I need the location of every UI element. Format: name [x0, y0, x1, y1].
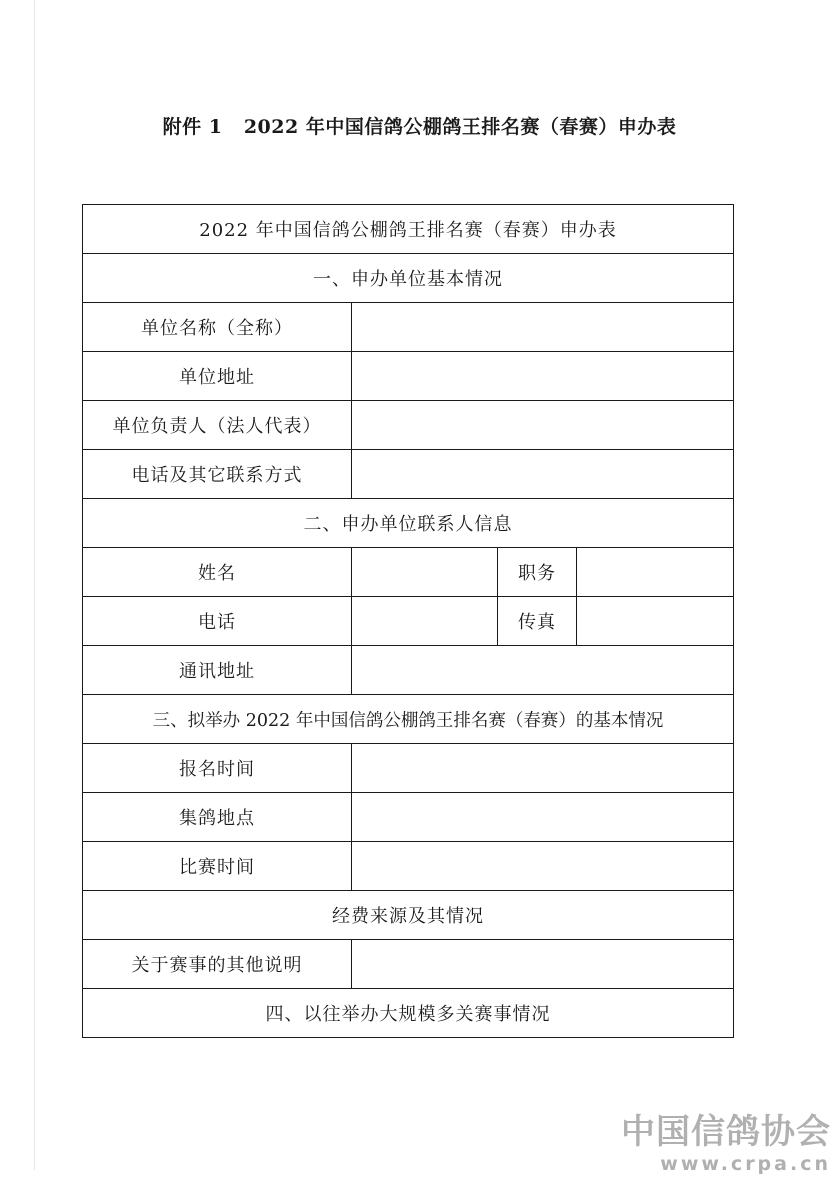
watermark-name: 中国信鸽协会: [621, 1112, 831, 1152]
unit-address-label: 单位地址: [83, 352, 352, 401]
contact-fax-label: 传真: [498, 597, 577, 646]
contact-name-label: 姓名: [83, 548, 352, 597]
section-3-heading-row: [83, 695, 734, 744]
funding-heading: 经费来源及其情况: [83, 891, 734, 940]
form-header-row: [83, 205, 734, 254]
contact-methods-field[interactable]: [352, 450, 734, 499]
collection-location-field[interactable]: [352, 793, 734, 842]
collection-location-label: 集鸽地点: [83, 793, 352, 842]
form-row-race-time: [83, 842, 734, 891]
contact-position-field[interactable]: [577, 548, 734, 597]
document-title: 附件 1 2022 年中国信鸽公棚鸽王排名赛（春赛）申办表: [162, 116, 677, 138]
form-row-phone-fax: [83, 597, 734, 646]
watermark: [621, 1112, 831, 1176]
other-notes-label: 关于赛事的其他说明: [83, 940, 352, 989]
section-4-heading-row: [83, 989, 734, 1038]
contact-position-label: 职务: [498, 548, 577, 597]
form-row-unit-address: [83, 352, 734, 401]
section-3-heading: 三、拟举办 2022 年中国信鸽公棚鸽王排名赛（春赛）的基本情况: [83, 695, 734, 744]
section-2-heading: 二、申办单位联系人信息: [83, 499, 734, 548]
form-row-contact-methods: [83, 450, 734, 499]
registration-time-field[interactable]: [352, 744, 734, 793]
funding-heading-row: [83, 891, 734, 940]
mailing-address-label: 通讯地址: [83, 646, 352, 695]
watermark-url: www.crpa.cn: [660, 1153, 831, 1175]
contact-phone-field[interactable]: [352, 597, 498, 646]
form-row-registration-time: [83, 744, 734, 793]
contact-fax-field[interactable]: [577, 597, 734, 646]
race-time-label: 比赛时间: [83, 842, 352, 891]
form-row-mailing-address: [83, 646, 734, 695]
legal-representative-field[interactable]: [352, 401, 734, 450]
race-time-field[interactable]: [352, 842, 734, 891]
registration-time-label: 报名时间: [83, 744, 352, 793]
unit-name-field[interactable]: [352, 303, 734, 352]
contact-phone-label: 电话: [83, 597, 352, 646]
form-row-other-notes: [83, 940, 734, 989]
mailing-address-field[interactable]: [352, 646, 734, 695]
form-row-collection-location: [83, 793, 734, 842]
unit-name-label: 单位名称（全称）: [83, 303, 352, 352]
legal-representative-label: 单位负责人（法人代表）: [83, 401, 352, 450]
section-4-heading: 四、以往举办大规模多关赛事情况: [83, 989, 734, 1038]
form-row-name-position: [83, 548, 734, 597]
application-form-table: [82, 204, 734, 1038]
contact-name-field[interactable]: [352, 548, 498, 597]
section-2-heading-row: [83, 499, 734, 548]
form-row-unit-name: [83, 303, 734, 352]
form-row-legal-representative: [83, 401, 734, 450]
unit-address-field[interactable]: [352, 352, 734, 401]
form-header: 2022 年中国信鸽公棚鸽王排名赛（春赛）申办表: [83, 205, 734, 254]
contact-methods-label: 电话及其它联系方式: [83, 450, 352, 499]
section-1-heading-row: [83, 254, 734, 303]
page-edge-line: [34, 0, 35, 1170]
other-notes-field[interactable]: [352, 940, 734, 989]
section-1-heading: 一、申办单位基本情况: [83, 254, 734, 303]
